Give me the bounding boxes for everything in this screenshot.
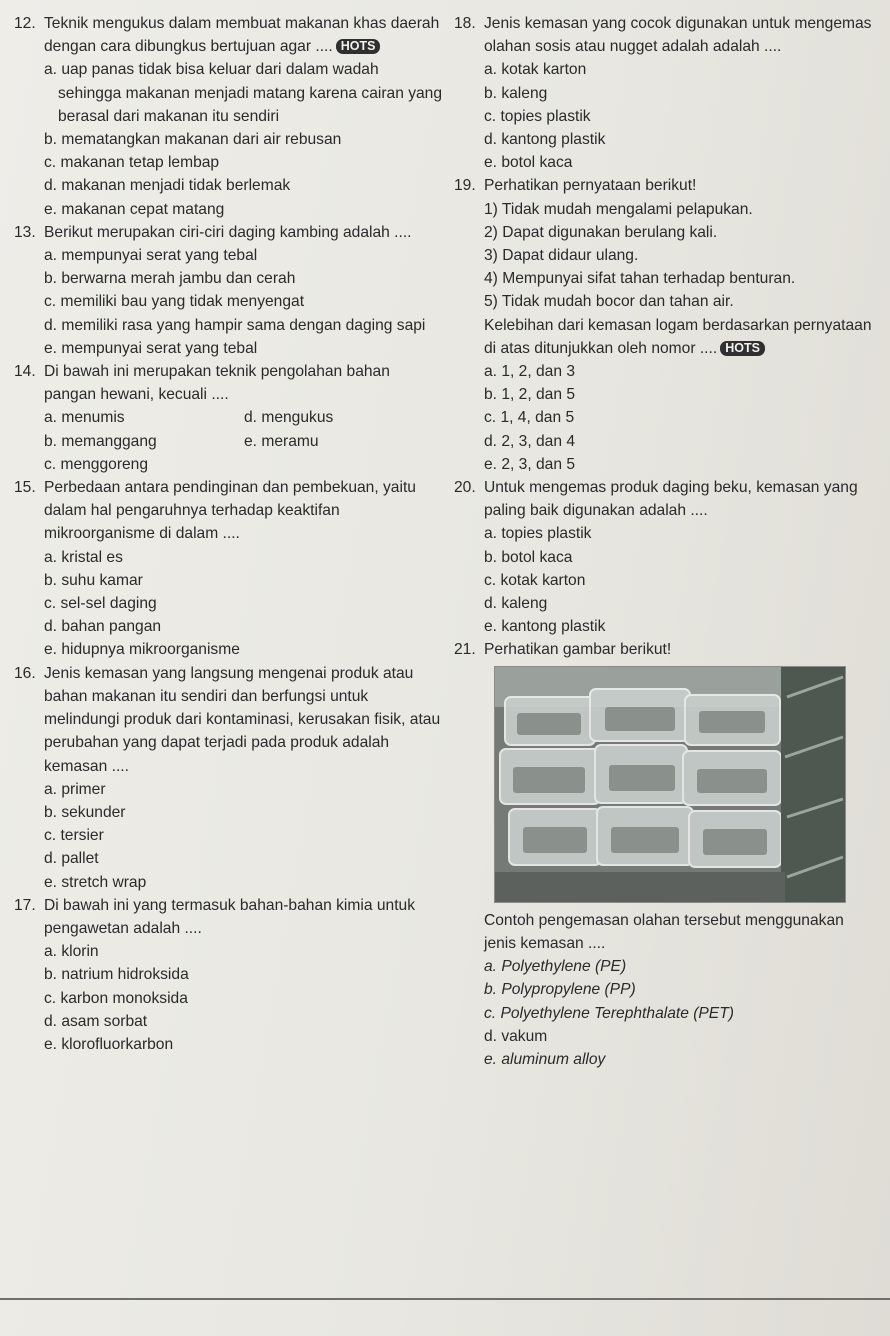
option-c[interactable]: c. karbon monoksida — [44, 989, 188, 1007]
option-e[interactable]: e. mempunyai serat yang tebal — [44, 339, 258, 357]
page-bottom-rule — [0, 1298, 890, 1300]
option-e[interactable]: e. aluminum alloy — [484, 1050, 606, 1068]
option-c[interactable]: c. tersier — [44, 827, 104, 845]
question-stem: Perbedaan antara pendinginan dan pembekuan, yaitu dalam hal pengaruhnya terhadap keaktifan mikroorganisme di dalam .... — [44, 479, 416, 543]
statement-5: 5) Tidak mudah bocor dan tahan air. — [484, 293, 734, 311]
question-number: 19. — [454, 177, 476, 195]
question-stem: Jenis kemasan yang langsung mengenai produk atau bahan makanan itu sendiri dan berfungsi untuk melindungi produk dari kontaminasi, kerusakan fisik, atau perubahan yang dapat terjadi pada produk adalah kemasan .... — [44, 664, 441, 775]
option-d[interactable]: d. asam sorbat — [44, 1012, 148, 1030]
option-b[interactable]: b. botol kaca — [484, 548, 573, 566]
option-c[interactable]: c. topies plastik — [484, 107, 591, 125]
right-column — [454, 12, 880, 1071]
statement-1: 1) Tidak mudah mengalami pelapukan. — [484, 200, 753, 218]
option-e[interactable]: e. meramu — [244, 432, 319, 450]
option-a[interactable]: a. 1, 2, dan 3 — [484, 363, 576, 381]
option-b[interactable]: b. memanggang — [44, 432, 157, 450]
option-c[interactable]: c. sel-sel daging — [44, 595, 157, 613]
question-13 — [14, 221, 444, 360]
option-b[interactable]: b. natrium hidroksida — [44, 966, 189, 984]
option-b[interactable]: b. 1, 2, dan 5 — [484, 386, 576, 404]
option-a[interactable]: a. kotak karton — [484, 61, 587, 79]
question-19 — [454, 174, 880, 476]
option-a[interactable]: a. primer — [44, 780, 106, 798]
option-c[interactable]: c. 1, 4, dan 5 — [484, 409, 575, 427]
option-row — [44, 453, 444, 476]
question-number: 15. — [14, 479, 36, 497]
option-b[interactable]: b. kaleng — [484, 84, 548, 102]
option-c[interactable]: c. Polyethylene Terephthalate (PET) — [484, 1004, 734, 1022]
question-15 — [14, 476, 444, 662]
option-e[interactable]: e. kantong plastik — [484, 618, 606, 636]
question-number: 18. — [454, 15, 476, 32]
question-stem: Perhatikan gambar berikut! — [484, 641, 672, 659]
containers-illustration — [495, 667, 845, 902]
hots-badge: HOTS — [720, 341, 765, 356]
hots-badge: HOTS — [336, 39, 381, 54]
question-20 — [454, 476, 880, 638]
question-number: 21. — [454, 641, 476, 659]
option-e[interactable]: e. hidupnya mikroorganisme — [44, 641, 240, 659]
option-d[interactable]: d. vakum — [484, 1027, 548, 1045]
question-12 — [14, 12, 444, 221]
question-14 — [14, 360, 444, 476]
option-b[interactable]: b. suhu kamar — [44, 571, 143, 589]
question-stem: Jenis kemasan yang cocok digunakan untuk mengemas olahan sosis atau nugget adalah adalah .... — [484, 15, 872, 56]
question-number: 12. — [14, 15, 36, 32]
question-number: 16. — [14, 664, 36, 682]
option-a[interactable]: a. klorin — [44, 943, 99, 961]
option-b[interactable]: b. sekunder — [44, 803, 126, 821]
option-b[interactable]: b. mematangkan makanan dari air rebusan — [44, 131, 342, 149]
option-d[interactable]: d. makanan menjadi tidak berlemak — [44, 177, 291, 195]
question-stem-2: Kelebihan dari kemasan logam berdasarkan pernyataan di atas ditunjukkan oleh nomor .... HOTS — [484, 316, 872, 357]
option-c[interactable]: c. makanan tetap lembap — [44, 154, 220, 172]
option-a[interactable]: a. kristal es — [44, 548, 123, 566]
statement-3: 3) Dapat didaur ulang. — [484, 247, 639, 265]
question-21-body — [454, 909, 880, 1071]
question-16 — [14, 662, 444, 894]
option-d[interactable]: d. mengukus — [244, 409, 334, 427]
option-d[interactable]: d. kaleng — [484, 595, 548, 613]
option-row — [44, 406, 444, 429]
question-18 — [454, 12, 880, 174]
option-a[interactable]: a. menumis — [44, 409, 125, 427]
option-b[interactable]: b. berwarna merah jambu dan cerah — [44, 270, 296, 288]
question-stem: Di bawah ini yang termasuk bahan-bahan kimia untuk pengawetan adalah .... — [44, 896, 415, 937]
option-d[interactable]: d. 2, 3, dan 4 — [484, 432, 576, 450]
option-d[interactable]: d. memiliki rasa yang hampir sama dengan daging sapi — [44, 316, 426, 334]
option-a[interactable]: a. Polyethylene (PE) — [484, 958, 627, 976]
option-c[interactable]: c. memiliki bau yang tidak menyengat — [44, 293, 305, 311]
question-stem: Untuk mengemas produk daging beku, kemasan yang paling baik digunakan adalah .... — [484, 479, 858, 520]
option-e[interactable]: e. 2, 3, dan 5 — [484, 455, 576, 473]
statement-4: 4) Mempunyai sifat tahan terhadap benturan. — [484, 270, 796, 288]
option-e[interactable]: e. botol kaca — [484, 154, 573, 172]
question-number: 14. — [14, 363, 36, 381]
photo-caption: Contoh pengemasan olahan tersebut menggunakan jenis kemasan .... — [484, 911, 844, 952]
question-number: 17. — [14, 896, 36, 914]
option-e[interactable]: e. stretch wrap — [44, 873, 147, 891]
option-c[interactable]: c. menggoreng — [44, 455, 149, 473]
question-21 — [454, 638, 880, 661]
option-b[interactable]: b. Polypropylene (PP) — [484, 981, 636, 999]
question-17 — [14, 894, 444, 1056]
option-e[interactable]: e. klorofluorkarbon — [44, 1035, 174, 1053]
option-c[interactable]: c. kotak karton — [484, 571, 586, 589]
question-number: 13. — [14, 223, 36, 241]
option-d[interactable]: d. pallet — [44, 850, 99, 868]
question-stem: Perhatikan pernyataan berikut! — [484, 177, 697, 195]
option-d[interactable]: d. bahan pangan — [44, 618, 162, 636]
question-stem: Di bawah ini merupakan teknik pengolahan bahan pangan hewani, kecuali .... — [44, 363, 390, 404]
option-a[interactable]: a. mempunyai serat yang tebal — [44, 247, 258, 265]
option-d[interactable]: d. kantong plastik — [484, 131, 606, 149]
option-a[interactable]: a. topies plastik — [484, 525, 592, 543]
left-column — [14, 12, 444, 1056]
option-a[interactable]: a. uap panas tidak bisa keluar dari dalam wadah sehingga makanan menjadi matang karena cairan yang berasal dari makanan itu sendiri — [44, 61, 443, 125]
option-row — [44, 430, 444, 453]
question-number: 20. — [454, 479, 476, 497]
question-stem: Teknik mengukus dalam membuat makanan khas daerah dengan cara dibungkus bertujuan agar .... HOTS — [44, 15, 440, 56]
question-stem: Berikut merupakan ciri-ciri daging kambing adalah .... — [44, 223, 412, 241]
frozen-food-containers-photo — [494, 666, 846, 903]
statement-2: 2) Dapat digunakan berulang kali. — [484, 223, 718, 241]
option-empty — [244, 453, 444, 476]
option-e[interactable]: e. makanan cepat matang — [44, 200, 225, 218]
